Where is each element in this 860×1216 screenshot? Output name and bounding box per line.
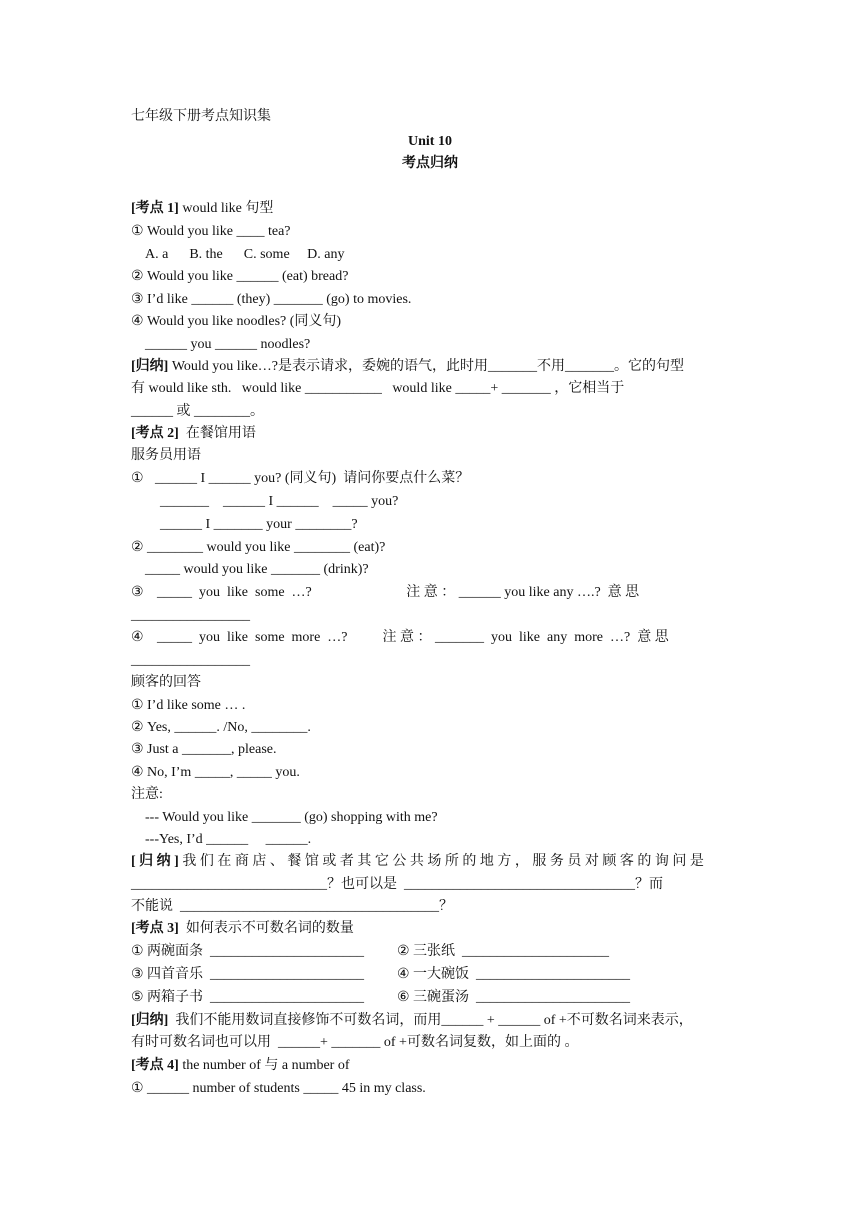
- summary-1-line2: 有 would like sth. would like ___________ would like _____+ _______ ，它相当于: [131, 381, 625, 396]
- circled-6-icon: ⑥: [397, 990, 410, 1005]
- waiter-q3-text: _____ you like some …? 注 意 ： ______ you like any ….? 意 思: [157, 585, 640, 600]
- point-4-q1-text: ______ number of students _____ 45 in my class.: [147, 1081, 426, 1096]
- customer-a1-text: I’d like some … .: [147, 698, 246, 713]
- circled-3-icon: ③: [131, 292, 144, 307]
- q1-text: Would you like ____ tea?: [147, 224, 291, 239]
- note-line2: ---Yes, I’d ______ ______.: [145, 832, 312, 847]
- page-header: 七年级下册考点知识集: [131, 109, 271, 124]
- waiter-q4-meaning: _________________: [131, 653, 250, 668]
- circled-1-icon: ①: [131, 1081, 144, 1096]
- waiter-q2-text: ________ would you like ________ (eat)?: [147, 540, 386, 555]
- summary-3-line2: 有时可数名词也可以用 ______+ _______ of +可数名词复数，如上面的 。: [131, 1035, 579, 1050]
- point-4-tag: [考点 4]: [131, 1058, 179, 1073]
- waiter-phrases-label: 服务员用语: [131, 448, 201, 463]
- waiter-q1-alt2: ______ I _______ your ________?: [160, 517, 358, 532]
- circled-3-icon: ③: [131, 585, 144, 600]
- customer-a2-text: Yes, ______. /No, ________.: [147, 720, 311, 735]
- customer-a3: [131, 741, 731, 759]
- summary-1-line1: [131, 358, 731, 376]
- summary-3-line1: [131, 1012, 731, 1030]
- circled-2-icon: ②: [131, 269, 144, 284]
- summary-2-line2: ____________________________？也可以是 _________________________________？而: [131, 877, 663, 892]
- row2-left: 四首音乐 ______________________: [147, 967, 364, 982]
- waiter-q1-text: ______ I ______ you? (同义句) 请问你要点什么菜？: [155, 471, 470, 486]
- waiter-q3: [131, 584, 731, 602]
- customer-a4: [131, 764, 731, 782]
- waiter-q3-meaning: _________________: [131, 608, 250, 623]
- point-3-tag: [考点 3]: [131, 921, 179, 936]
- circled-2-icon: ②: [131, 540, 144, 555]
- customer-a1: [131, 697, 731, 715]
- row1-right: 三张纸 _____________________: [413, 944, 609, 959]
- circled-4-icon: ④: [131, 630, 144, 645]
- point-3-row2-right: [397, 966, 737, 984]
- circled-3-icon: ③: [131, 967, 144, 982]
- circled-1-icon: ①: [131, 944, 144, 959]
- circled-1-icon: ①: [131, 698, 144, 713]
- customer-a2: [131, 719, 731, 737]
- summary-1-tag: [归纳]: [131, 359, 169, 374]
- point-2-title: 在餐馆用语: [178, 426, 256, 441]
- row2-right: 一大碗饭 ______________________: [413, 967, 630, 982]
- point-1-q4: [131, 313, 731, 331]
- note-line1: --- Would you like _______ (go) shopping with me?: [145, 810, 438, 825]
- waiter-q4-text: _____ you like some more …? 注 意 ： _______ you like any more …? 意 思: [157, 630, 669, 645]
- circled-2-icon: ②: [397, 944, 410, 959]
- circled-4-icon: ④: [397, 967, 410, 982]
- row1-left: 两碗面条 ______________________: [147, 944, 364, 959]
- point-4-heading: [131, 1057, 731, 1075]
- customer-replies-label: 顾客的回答: [131, 675, 201, 690]
- point-1-tag: [考点 1]: [131, 201, 179, 216]
- point-1-heading: [131, 200, 731, 218]
- summary-3-text: 我们不能用数词直接修饰不可数名词，而用______ + ______ of +不可数名词来表示，: [168, 1013, 693, 1028]
- point-3-row1-right: [397, 943, 737, 961]
- point-2-heading: [131, 425, 731, 443]
- summary-2-line1: [131, 853, 731, 871]
- summary-2-tag: [ 归 纳 ]: [131, 854, 179, 869]
- circled-3-icon: ③: [131, 742, 144, 757]
- circled-4-icon: ④: [131, 314, 144, 329]
- q2-text: Would you like ______ (eat) bread?: [147, 269, 349, 284]
- waiter-q4: [131, 629, 731, 647]
- note-label: 注意:: [131, 787, 163, 802]
- point-3-title: 如何表示不可数名词的数量: [178, 921, 354, 936]
- q4-text: Would you like noodles? (同义句): [147, 314, 342, 329]
- unit-title: Unit 10: [408, 134, 452, 149]
- row3-left: 两箱子书 ______________________: [147, 990, 364, 1005]
- customer-a4-text: No, I’m _____, _____ you.: [147, 765, 300, 780]
- customer-a3-text: Just a _______, please.: [147, 742, 277, 757]
- waiter-q1: [131, 470, 731, 488]
- q3-text: I’d like ______ (they) _______ (go) to movies.: [147, 292, 412, 307]
- row3-right: 三碗蛋汤 ______________________: [413, 990, 630, 1005]
- summary-3-tag: [归纳]: [131, 1013, 169, 1028]
- summary-2-line3: 不能说 _____________________________________？: [131, 899, 453, 914]
- circled-4-icon: ④: [131, 765, 144, 780]
- point-1-options: A. a B. the C. some D. any: [145, 247, 345, 262]
- point-4-title: the number of 与 a number of: [178, 1058, 350, 1073]
- waiter-q2-alt: _____ would you like _______ (drink)?: [145, 562, 369, 577]
- circled-2-icon: ②: [131, 720, 144, 735]
- point-2-tag: [考点 2]: [131, 426, 179, 441]
- summary-1-line3: ______ 或 ________。: [131, 404, 264, 419]
- circled-1-icon: ①: [131, 471, 144, 486]
- point-1-q1: [131, 223, 731, 241]
- section-subtitle: 考点归纳: [402, 156, 458, 171]
- circled-1-icon: ①: [131, 224, 144, 239]
- waiter-q2: [131, 539, 731, 557]
- point-1-title: would like 句型: [178, 201, 274, 216]
- summary-2-text: 我 们 在 商 店 、 餐 馆 或 者 其 它 公 共 场 所 的 地 方 ， 服 务 员 对 顾 客 的 询 问 是: [178, 854, 704, 869]
- point-3-heading: [131, 920, 731, 938]
- point-1-q2: [131, 268, 731, 286]
- point-1-q4-answer: ______ you ______ noodles?: [145, 337, 311, 352]
- point-1-q3: [131, 291, 731, 309]
- circled-5-icon: ⑤: [131, 990, 144, 1005]
- summary-1-text: Would you like…?是表示请求，委婉的语气，此时用_______不用_______。它的句型: [168, 359, 685, 374]
- point-3-row3-right: [397, 989, 737, 1007]
- point-4-q1: [131, 1080, 731, 1098]
- waiter-q1-alt1: _______ ______ I ______ _____ you?: [160, 494, 399, 509]
